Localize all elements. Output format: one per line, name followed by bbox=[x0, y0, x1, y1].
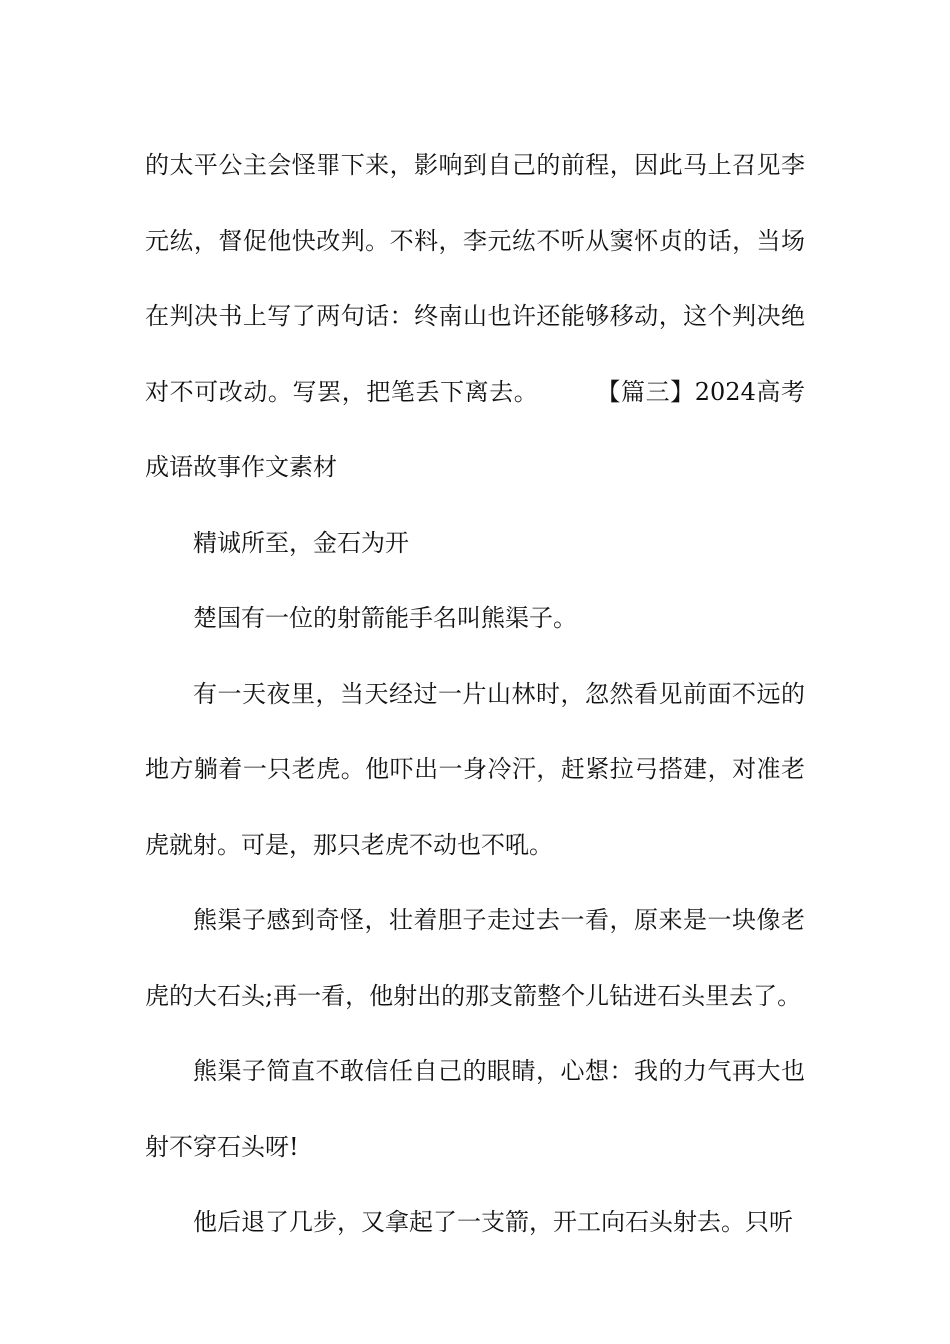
paragraph: 熊渠子简直不敢信任自己的眼睛，心想：我的力气再大也射不穿石头呀! bbox=[145, 1057, 805, 1161]
paragraph-subheading: 精诚所至，金石为开 bbox=[193, 528, 409, 557]
paragraph: 熊渠子感到奇怪，壮着胆子走过去一看，原来是一块像老虎的大石头;再一看，他射出的那支箭整个儿钻进石头里去了。 bbox=[145, 906, 805, 1010]
paragraph: 有一天夜里，当天经过一片山林时，忽然看见前面不远的地方躺着一只老虎。他吓出一身冷汗，赶紧拉弓搭建，对准老虎就射。可是，那只老虎不动也不吼。 bbox=[145, 679, 805, 859]
paragraph-text: 的太平公主会怪罪下来，影响到自己的前程，因此马上召见李元纮，督促他快改判。不料，李元纮不听从窦怀贞的话，当场在判决书上写了两句话：终南山也许还能够移动，这个判决绝对不可改动。写罢，把笔丢下离去。 bbox=[145, 151, 805, 406]
section-heading: 【篇三】2024高考成语故事作文素材 bbox=[145, 377, 806, 481]
paragraph bbox=[145, 128, 805, 506]
paragraph: 他后退了几步，又拿起了一支箭，开工向石头射去。只听 bbox=[193, 1208, 793, 1236]
paragraph: 楚国有一位的射箭能手名叫熊渠子。 bbox=[193, 604, 577, 632]
document-body bbox=[145, 128, 805, 1261]
